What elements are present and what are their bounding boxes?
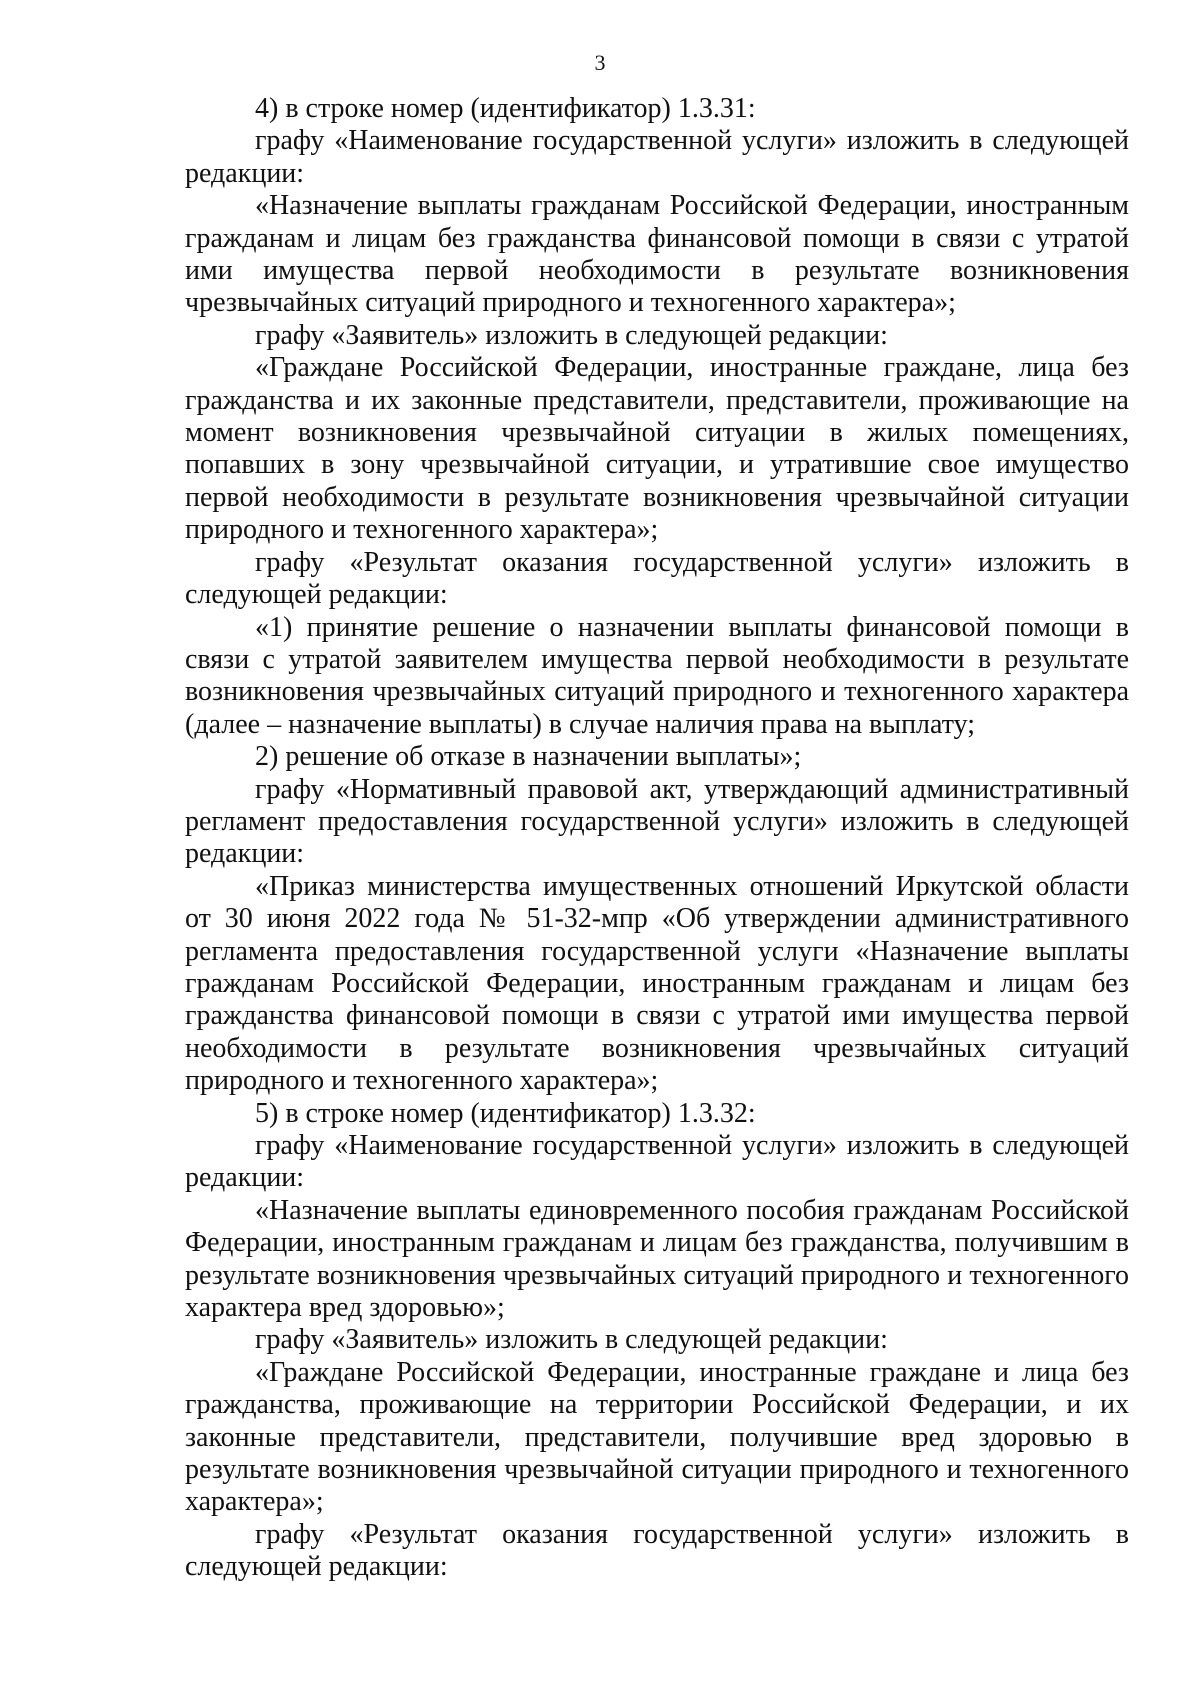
- paragraph: «Граждане Российской Федерации, иностранные граждане и лица без гражданства, проживающие на территории Российской Федерации, и их законные представители, представители, получившие вред здоровью в результате возникновения чрезвычайной ситуации природного и техногенного характера»;: [185, 1356, 1129, 1518]
- paragraph: 2) решение об отказе в назначении выплаты»;: [255, 741, 802, 773]
- paragraph: графу «Заявитель» изложить в следующей редакции:: [255, 319, 888, 351]
- paragraph: «1) принятие решение о назначении выплаты финансовой помощи в связи с утратой заявителем имущества первой необходимости в результате возникновения чрезвычайных ситуаций природного и техногенного характера (далее – назначение выплаты) в случае наличия права на выплату;: [185, 611, 1129, 740]
- paragraph: 5) в строке номер (идентификатор) 1.3.32:: [255, 1097, 756, 1129]
- paragraph: графу «Результат оказания государственной услуги» изложить в следующей редакции:: [185, 546, 1129, 611]
- paragraph: 4) в строке номер (идентификатор) 1.3.31:: [255, 93, 756, 124]
- paragraph: «Граждане Российской Федерации, иностранные граждане, лица без гражданства и их законные представители, представители, проживающие на момент возникновения чрезвычайной ситуации в жилых помещениях, попавших в зону чрезвычайной ситуации, и утратившие свое имущество первой необходимости в результате возникновения чрезвычайной ситуации природного и техногенного характера»;: [185, 352, 1129, 546]
- paragraph: графу «Результат оказания государственной услуги» изложить в следующей редакции:: [185, 1518, 1129, 1583]
- paragraph: графу «Заявитель» изложить в следующей редакции:: [255, 1324, 888, 1356]
- document-body: [185, 93, 1129, 1584]
- paragraph: «Приказ министерства имущественных отношений Иркутской области от 30 июня 2022 года № 51-32-мпр «Об утверждении административного регламента предоставления государственной услуги «Назначение выплаты гражданам Российской Федерации, иностранным гражданам и лицам без гражданства финансовой помощи в связи с утратой ими имущества первой необходимости в результате возникновения чрезвычайных ситуаций природного и техногенного характера»;: [185, 870, 1129, 1097]
- paragraph: «Назначение выплаты гражданам Российской Федерации, иностранным гражданам и лицам без гражданства финансовой помощи в связи с утратой ими имущества первой необходимости в результате возникновения чрезвычайных ситуаций природного и техногенного характера»;: [185, 190, 1129, 319]
- page-number: 3: [594, 50, 606, 75]
- paragraph: графу «Наименование государственной услуги» изложить в следующей редакции:: [185, 125, 1129, 189]
- paragraph: «Назначение выплаты единовременного пособия гражданам Российской Федерации, иностранным гражданам и лицам без гражданства, получившим в результате возникновения чрезвычайных ситуаций природного и техногенного характера вред здоровью»;: [185, 1194, 1129, 1324]
- paragraph: графу «Нормативный правовой акт, утверждающий административный регламент предоставления государственной услуги» изложить в следующей редакции:: [185, 773, 1129, 870]
- paragraph: графу «Наименование государственной услуги» изложить в следующей редакции:: [185, 1130, 1129, 1194]
